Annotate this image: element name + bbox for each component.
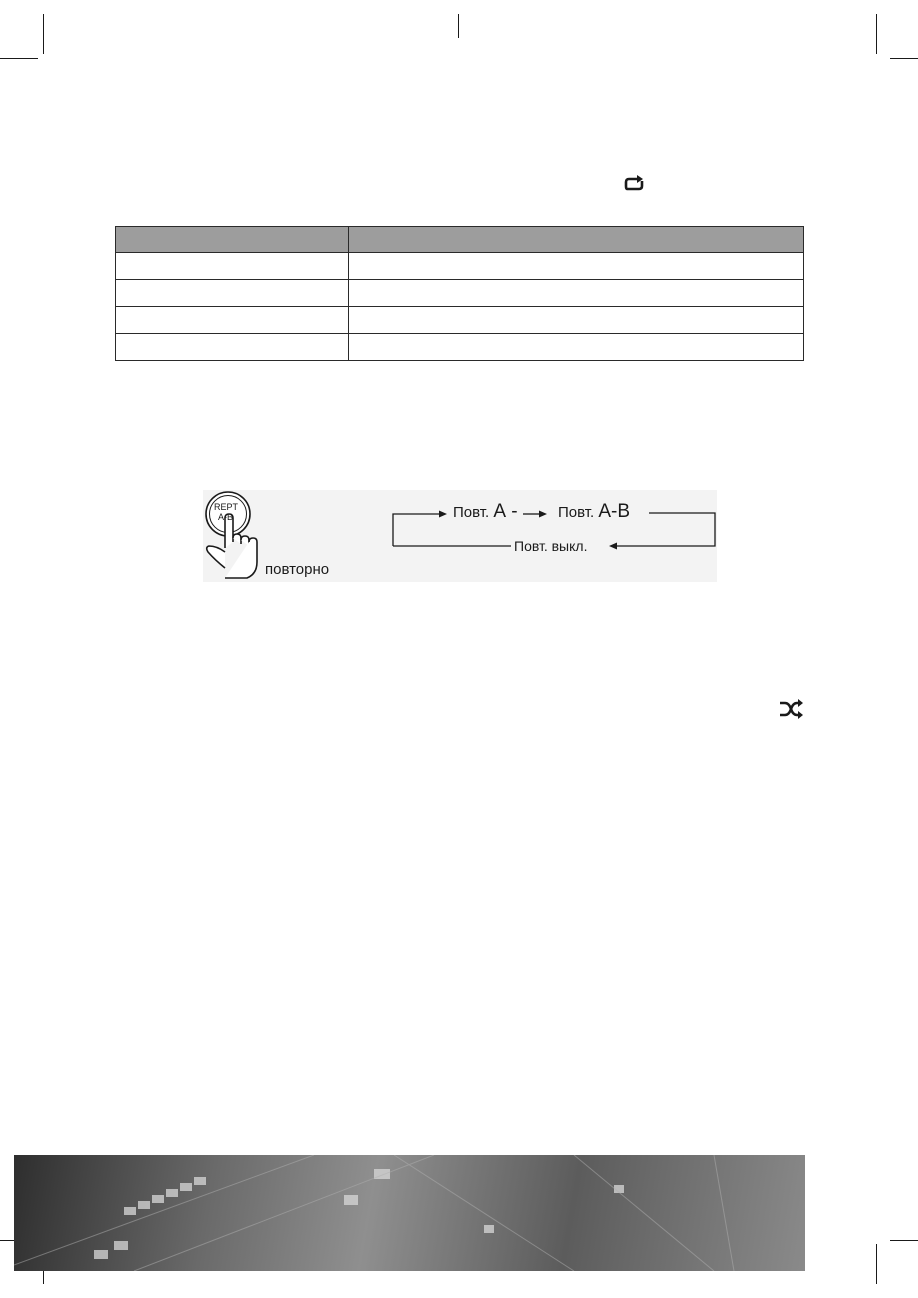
- again-label: повторно: [265, 561, 330, 578]
- table-header-cell: [116, 227, 349, 253]
- footer-decorative-band: [14, 1155, 805, 1271]
- repeat-mode-table: [115, 226, 804, 361]
- state-repeat-ab-prefix: Повт.: [558, 504, 595, 521]
- table-cell: [116, 280, 349, 307]
- state-repeat-ab: [558, 502, 630, 521]
- table-row: [116, 334, 804, 361]
- button-label-line1: REPT: [214, 502, 239, 512]
- crop-mark-bottom-right-v: [876, 1244, 877, 1284]
- table-header-row: [116, 227, 804, 253]
- table-cell: [116, 253, 349, 280]
- state-repeat-ab-suffix: А-В: [598, 501, 630, 522]
- state-repeat-a-suffix: А -: [493, 501, 518, 522]
- table-header-cell: [349, 227, 804, 253]
- button-label-line2: A-B: [218, 512, 234, 522]
- repeat-icon: [622, 174, 646, 194]
- crop-mark-bottom-right-h: [890, 1240, 918, 1241]
- state-repeat-a: [453, 502, 518, 521]
- shuffle-icon: [778, 698, 804, 720]
- crop-mark-top-right-h: [890, 58, 918, 59]
- crop-mark-top-center: [458, 14, 459, 38]
- table-row: [116, 280, 804, 307]
- table-cell: [349, 307, 804, 334]
- table-cell: [116, 334, 349, 361]
- table-row: [116, 253, 804, 280]
- table-cell: [116, 307, 349, 334]
- ab-repeat-diagram: [203, 490, 717, 582]
- footer-pattern: [14, 1155, 805, 1271]
- crop-mark-top-left-h: [0, 58, 38, 59]
- state-repeat-off: Повт. выкл.: [514, 538, 588, 554]
- table-row: [116, 307, 804, 334]
- table-cell: [349, 334, 804, 361]
- crop-mark-top-right-v: [876, 14, 877, 54]
- crop-mark-top-left-v: [43, 14, 44, 54]
- table-cell: [349, 280, 804, 307]
- table-cell: [349, 253, 804, 280]
- state-repeat-a-prefix: Повт.: [453, 504, 490, 521]
